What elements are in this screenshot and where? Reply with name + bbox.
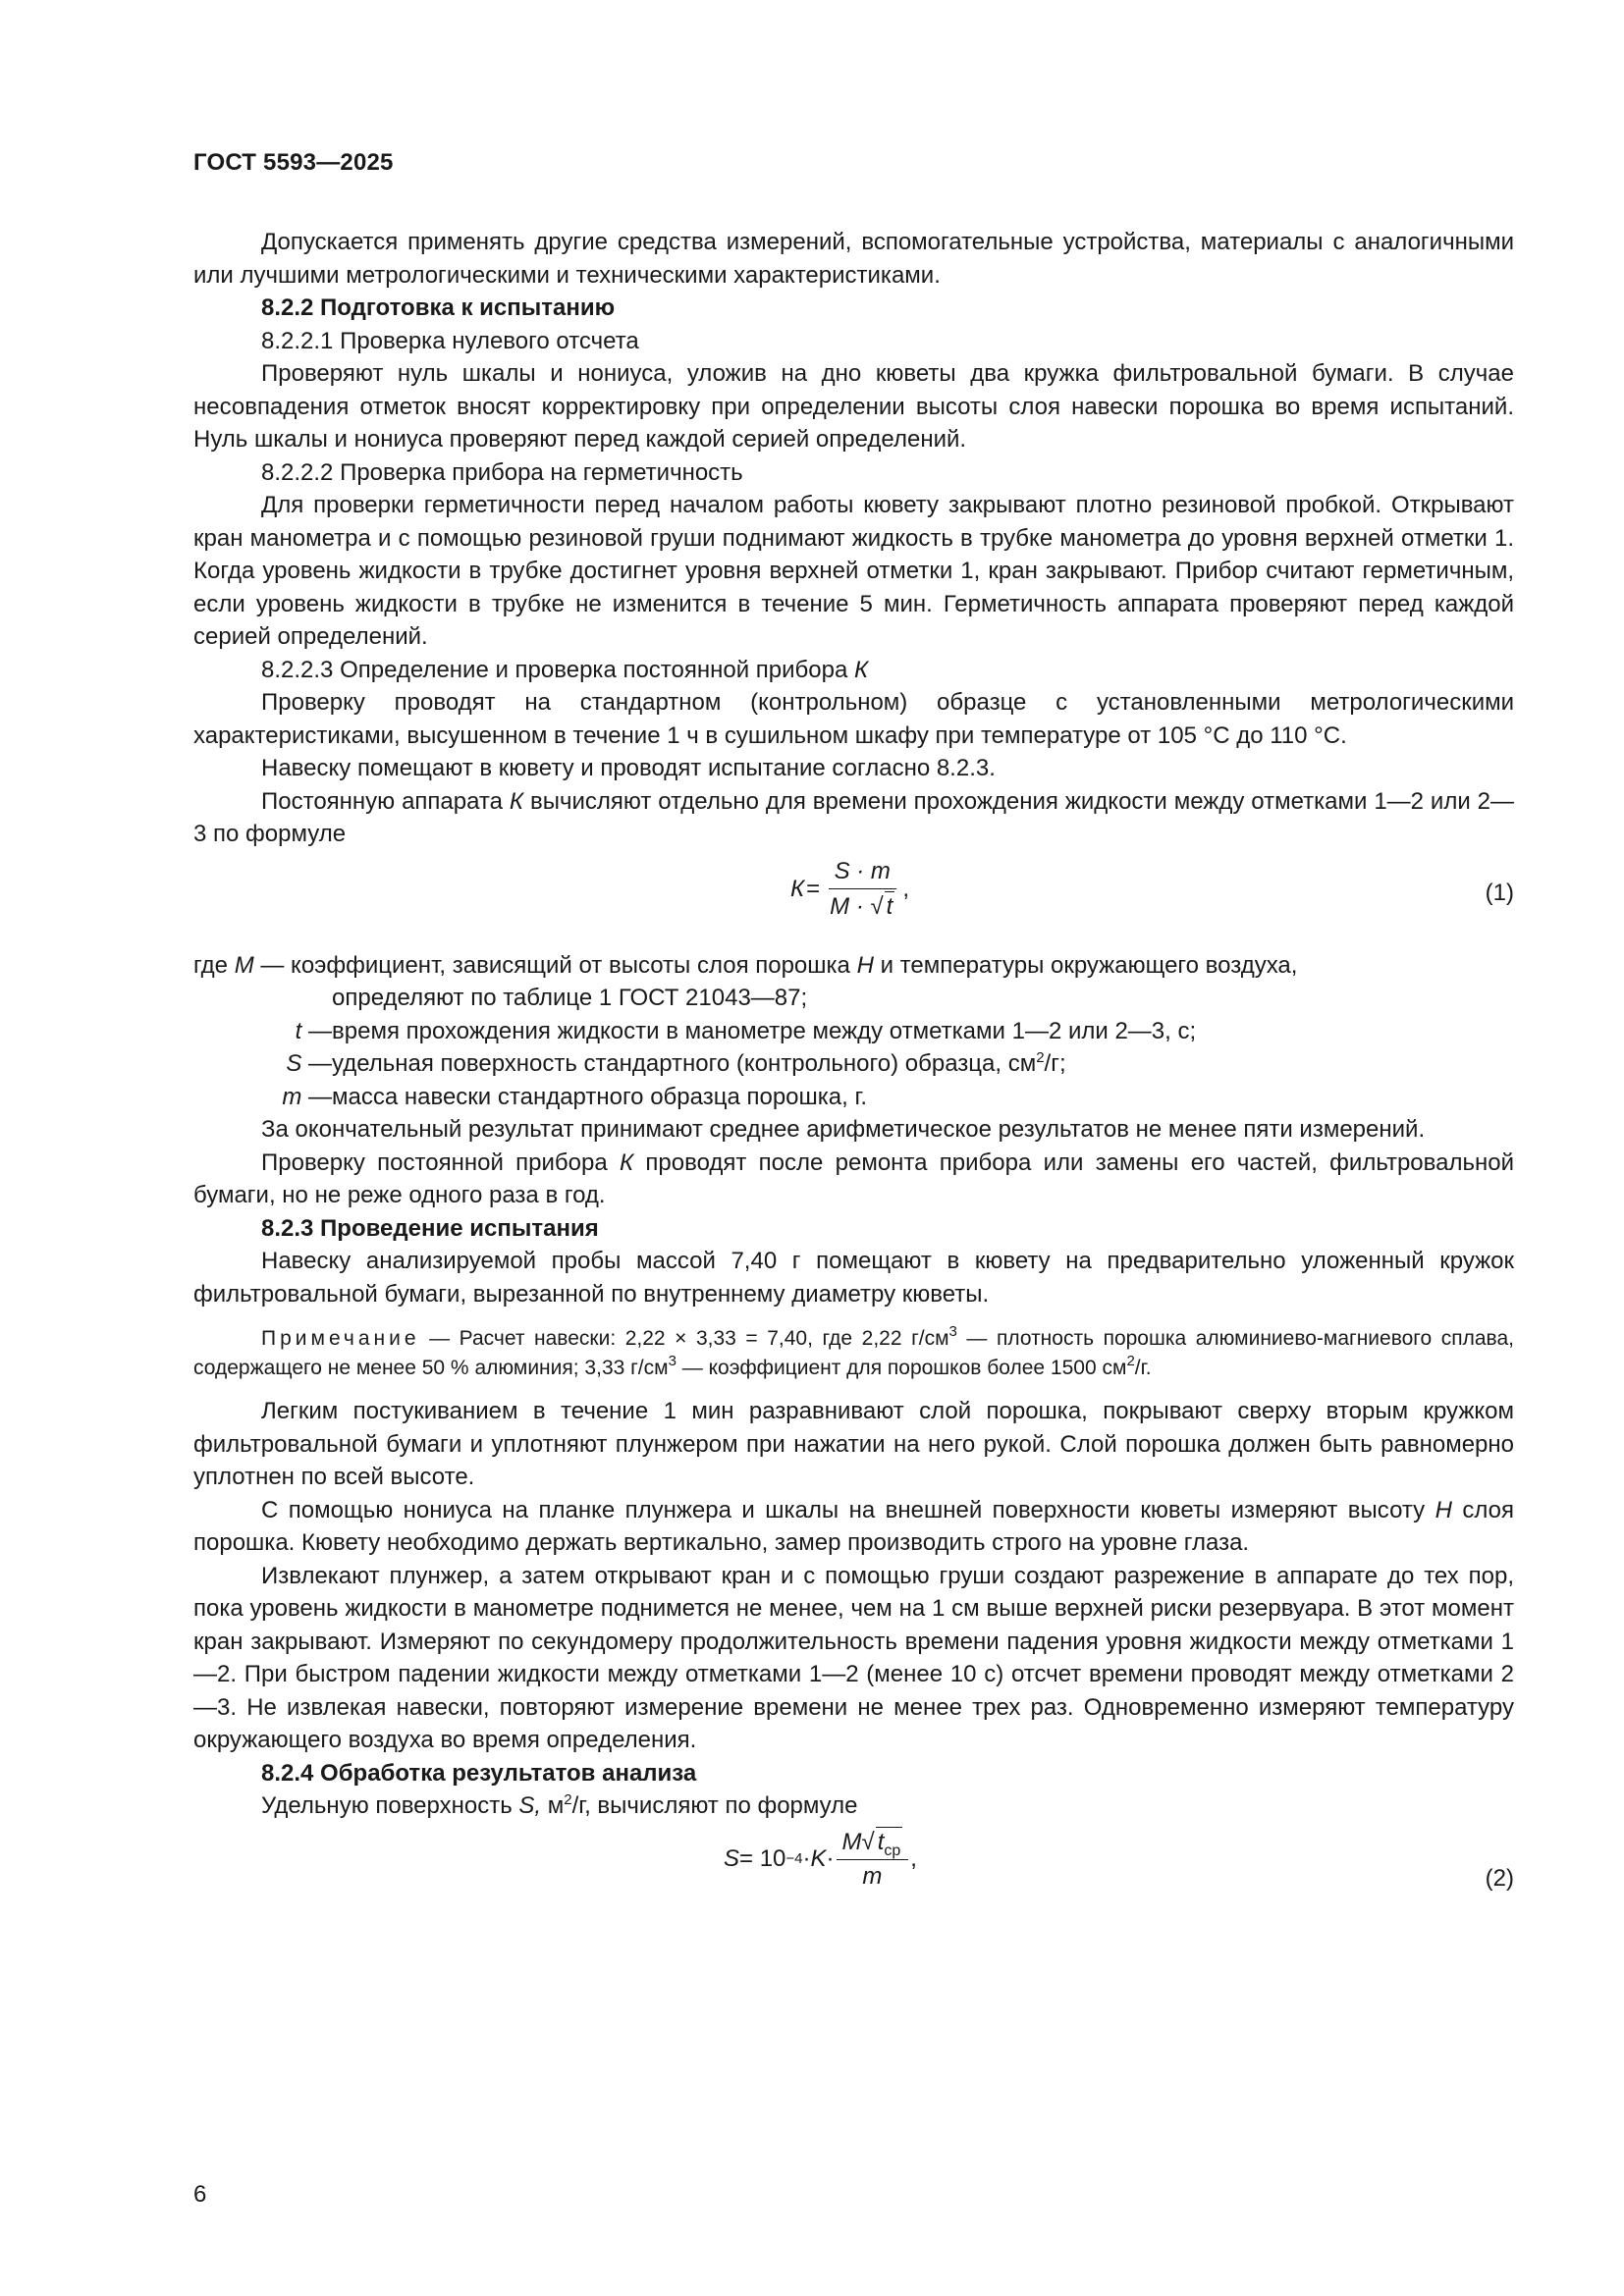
paragraph: Легким постукиванием в течение 1 мин разравнивают слой порошка, покрывают сверху вторым кружком фильтровальной бумаги и уплотняют плунжером при нажатии на него рукой. Слой порошка должен быть равномерно уплотнен по всей высоте. — [193, 1398, 1514, 1490]
formula-2 — [193, 1827, 1514, 1925]
paragraph: Проверку постоянной прибора К проводят после ремонта прибора или замены его частей, фильтровальной бумаги, но не реже одного раза в год. — [193, 1148, 1514, 1208]
equation-number-2: (2) — [1485, 1864, 1514, 1892]
paragraph: С помощью нониуса на планке плунжера и шкалы на внешней поверхности кюветы измеряют высоту H слоя порошка. Кювету необходимо держать вертикально, замер производить строго на уровне глаза. — [193, 1496, 1514, 1556]
paragraph: Навеску анализируемой пробы массой 7,40 г помещают в кювету на предварительно уложенный кружок фильтровальной бумаги, вырезанной по внутреннему диаметру кюветы. — [193, 1248, 1514, 1308]
legend-item-t: t —время прохождения жидкости в манометре между отметками 1—2 или 2—3, с; — [295, 1017, 1197, 1044]
paragraph: Для проверки герметичности перед началом работы кювету закрывают плотно резиновой пробкой. Открывают кран манометра и с помощью резиновой груши поднимают жидкость в трубке манометра до уровня верхней отметки 1. Когда уровень жидкости в трубке достигнет уровня верхней отметки 1, кран закрывают. Прибор считают герметичным, если уровень жидкости в трубке не изменится в течение 5 мин. Герметичность аппарата проверяют перед каждой серией определений. — [193, 492, 1514, 650]
fraction: $\frac{M√ t_{ср}}{m}$ — [837, 1827, 909, 1892]
document-body — [193, 226, 1514, 1925]
paragraph: Постоянную аппарата К вычисляют отдельно для времени прохождения жидкости между отметками 1—2 или 2—3 по формуле — [193, 787, 1515, 847]
paragraph: Проверку проводят на стандартном (контрольном) образце с установленными метрологическими характеристиками, высушенном в течение 1 ч в сушильном шкафу при температуре от 105 °С до 110 °С. — [193, 689, 1514, 749]
subsection-heading-8-2-2-2: 8.2.2.2 Проверка прибора на герметичность — [261, 458, 743, 486]
subsection-heading-8-2-2-1: 8.2.2.1 Проверка нулевого отсчета — [261, 327, 639, 354]
page-number: 6 — [193, 2181, 207, 2208]
paragraph: Допускается применять другие средства измерений, вспомогательные устройства, материалы с аналогичными или лучшими метрологическими и техническими характеристиками. — [193, 229, 1514, 289]
paragraph: За окончательный результат принимают среднее арифметическое результатов не менее пяти измерений. — [261, 1116, 1426, 1143]
formula-2-expression: S = 10 −4 · K · $\frac{M√ t_{ср}}{m}$ , — [724, 1828, 917, 1890]
subsection-heading-8-2-2-3: 8.2.2.3 Определение и проверка постоянной прибора К — [261, 656, 869, 683]
legend-item-m: m —масса навески стандартного образца порошка, г. — [282, 1083, 867, 1110]
formula-1 — [193, 855, 1514, 943]
paragraph: Навеску помещают в кювету и проводят испытание согласно 8.2.3. — [261, 755, 996, 781]
paragraph: Извлекают плунжер, а затем открывают кран и с помощью груши создают разрежение в аппарате до тех пор, пока уровень жидкости в манометре поднимется не менее, чем на 1 см выше верхней риски резервуара. В этот момент кран закрывают. Измеряют по секундомеру продолжительность времени падения уровня жидкости между отметками 1—2. При быстром падении жидкости между отметками 1—2 (менее 10 с) отсчет времени проводят между отметками 2—3. Не извлекая навески, повторяют измерение времени не менее трех раз. Одновременно измеряют температуру окружающего воздуха во время определения. — [193, 1562, 1514, 1753]
paragraph: Удельную поверхность S, $м^2/г$, вычисляют по формуле — [261, 1791, 858, 1819]
document-code-header: ГОСТ 5593—2025 — [193, 149, 394, 176]
section-heading-8-2-2: 8.2.2 Подготовка к испытанию — [261, 294, 616, 321]
legend-item-M: где M — коэффициент, зависящий от высоты слоя порошка H и температуры окружающего воздуха, определяют по таблице 1 ГОСТ 21043—87; — [193, 951, 1298, 1011]
equation-number-1: (1) — [1485, 879, 1514, 906]
legend-item-S: S —удельная поверхность стандартного (контрольного) образца, $см^2/г$; — [286, 1049, 1066, 1077]
fraction: $\frac{S \cdot m}{M \cdot √ t}$ — [824, 857, 900, 922]
section-heading-8-2-4: 8.2.4 Обработка результатов анализа — [261, 1759, 697, 1787]
section-heading-8-2-3: 8.2.3 Проведение испытания — [261, 1214, 599, 1242]
note-label: Примечание — [261, 1327, 420, 1350]
note: Примечание — Расчет навески: 2,22 × 3,33 = 7,40, где 2,22 $г/см^3$ — плотность порошка алюминиево-магниевого сплава, содержащего не менее 50 % алюминия; 3,33 $г/см^3$ — коэффициент для порошков более 1500 $см^2/г$. — [193, 1323, 1514, 1379]
paragraph: Проверяют нуль шкалы и нониуса, уложив на дно кюветы два кружка фильтровальной бумаги. В случае несовпадения отметок вносят корректировку при определении высоты слоя навески порошка во время испытаний. Нуль шкалы и нониуса проверяют перед каждой серией определений. — [193, 360, 1514, 453]
formula-1-expression: К = $\frac{S \cdot m}{M \cdot √ t}$ , — [790, 857, 910, 920]
